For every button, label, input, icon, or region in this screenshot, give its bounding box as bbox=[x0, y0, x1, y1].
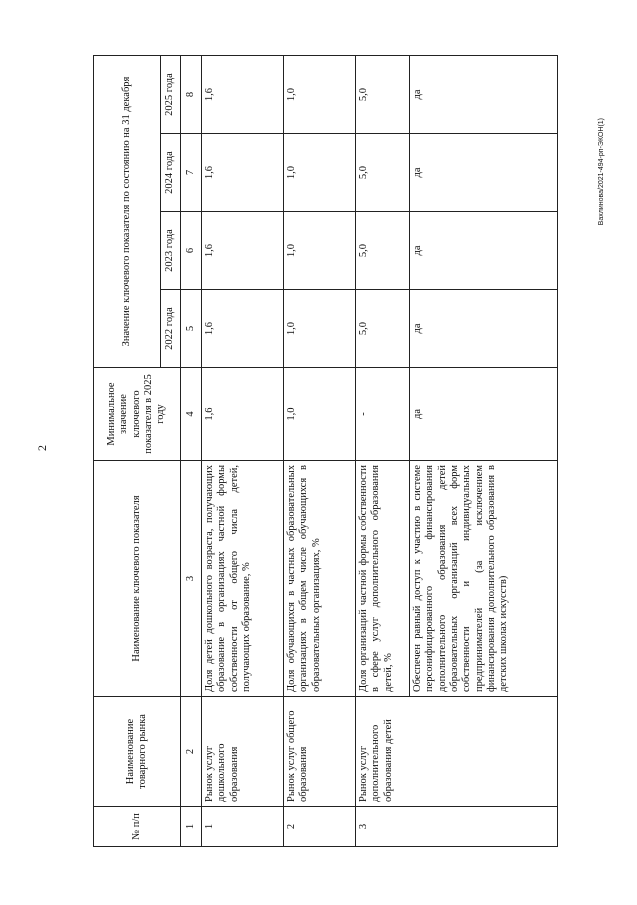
row-value-2024: 5,0 bbox=[355, 134, 409, 212]
page-number: 2 bbox=[35, 445, 49, 451]
table-wrapper bbox=[93, 56, 558, 847]
column-number: 5 bbox=[180, 290, 201, 368]
row-value-2022: 5,0 bbox=[355, 290, 409, 368]
document-stamp-text: Вахлинова/2021-494-рп-ЭКОН(1) bbox=[598, 118, 605, 226]
row-value-2023: 1,0 bbox=[283, 212, 355, 290]
row-min-value: - bbox=[355, 368, 409, 461]
row-min-value: да bbox=[409, 368, 557, 461]
column-number: 4 bbox=[180, 368, 201, 461]
row-value-2025: 1,0 bbox=[283, 56, 355, 134]
column-number: 6 bbox=[180, 212, 201, 290]
column-number: 3 bbox=[180, 461, 201, 697]
table-row bbox=[201, 56, 283, 847]
column-number: 1 bbox=[180, 807, 201, 847]
row-indicator: Доля организаций частной формы собственности в сфере услуг дополнительного образования детей, % bbox=[355, 461, 409, 697]
header-year-2025: 2025 года bbox=[160, 56, 180, 134]
header-min-value: Минимальное значение ключевого показателя в 2025 году bbox=[94, 368, 181, 461]
column-number: 8 bbox=[180, 56, 201, 134]
header-market: Наименование товарного рынка bbox=[94, 697, 181, 807]
row-indicator: Доля обучающихся в частных образовательных организациях в общем числе обучающихся в образовательных организациях, % bbox=[283, 461, 355, 697]
row-min-value: 1,6 bbox=[201, 368, 283, 461]
header-values-group: Значение ключевого показателя по состоянию на 31 декабря bbox=[94, 56, 161, 368]
row-market: Рынок услуг дошкольного образования bbox=[201, 697, 283, 807]
header-num: № п/п bbox=[94, 807, 181, 847]
row-market: Рынок услуг дополнительного образования детей bbox=[355, 697, 557, 807]
column-number: 2 bbox=[180, 697, 201, 807]
row-num: 1 bbox=[201, 807, 283, 847]
rotated-table-frame bbox=[93, 56, 558, 847]
row-value-2022: да bbox=[409, 290, 557, 368]
header-row bbox=[94, 56, 161, 847]
row-indicator: Доля детей дошкольного возраста, получающих образование в организациях частной формы собственности от общего числа детей, получающих образование, % bbox=[201, 461, 283, 697]
key-indicators-table bbox=[93, 55, 558, 847]
row-value-2023: 5,0 bbox=[355, 212, 409, 290]
row-value-2025: 5,0 bbox=[355, 56, 409, 134]
row-value-2024: 1,6 bbox=[201, 134, 283, 212]
row-min-value: 1,0 bbox=[283, 368, 355, 461]
column-number: 7 bbox=[180, 134, 201, 212]
column-numbers-row bbox=[180, 56, 201, 847]
header-year-2022: 2022 года bbox=[160, 290, 180, 368]
header-year-2023: 2023 года bbox=[160, 212, 180, 290]
row-num: 3 bbox=[355, 807, 557, 847]
header-indicator: Наименование ключевого показателя bbox=[94, 461, 181, 697]
row-value-2022: 1,0 bbox=[283, 290, 355, 368]
row-value-2024: да bbox=[409, 134, 557, 212]
row-value-2023: 1,6 bbox=[201, 212, 283, 290]
row-value-2025: да bbox=[409, 56, 557, 134]
row-value-2025: 1,6 bbox=[201, 56, 283, 134]
header-year-2024: 2024 года bbox=[160, 134, 180, 212]
table-row bbox=[355, 56, 409, 847]
row-value-2022: 1,6 bbox=[201, 290, 283, 368]
row-indicator: Обеспечен равный доступ к участию в системе персонифицированного финансирования дополнительного образования детей образовательных организаций всех форм собственности и индивидуальных предпринимателей (за исключением финансирования дополнительного образования в детских школах искусств) bbox=[409, 461, 557, 697]
row-market: Рынок услуг общего образования bbox=[283, 697, 355, 807]
row-value-2024: 1,0 bbox=[283, 134, 355, 212]
row-value-2023: да bbox=[409, 212, 557, 290]
table-row bbox=[283, 56, 355, 847]
row-num: 2 bbox=[283, 807, 355, 847]
